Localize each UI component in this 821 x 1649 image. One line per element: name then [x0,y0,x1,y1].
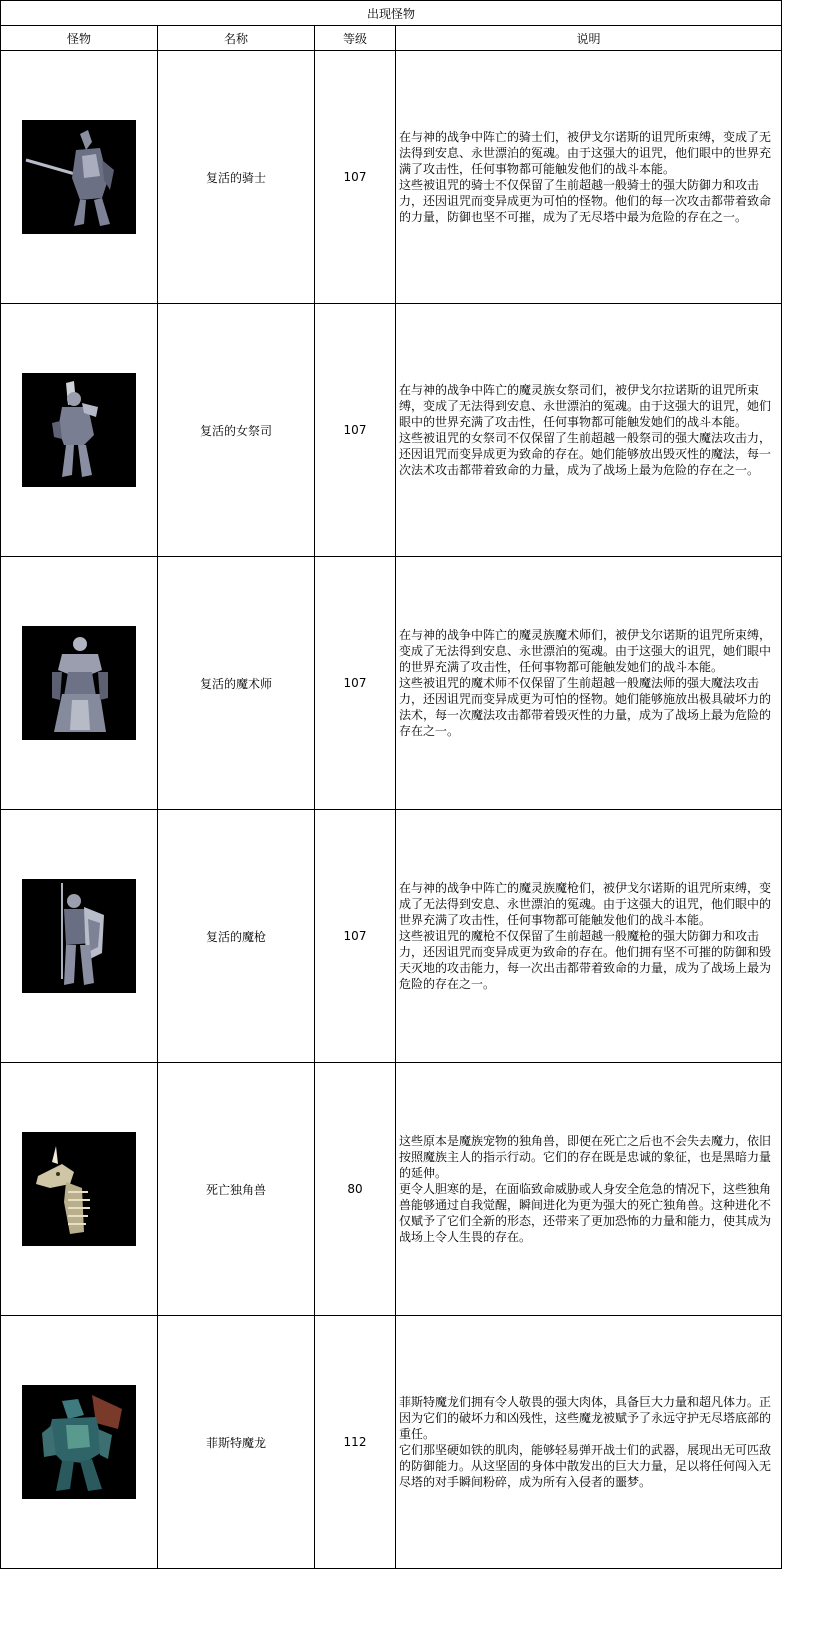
table-row [1,1063,782,1316]
monster-name: 复活的女祭司 [158,304,315,557]
table-row [1,304,782,557]
description-paragraph: 它们那坚硬如铁的肌肉，能够轻易弹开战士们的武器，展现出无可匹敌的防御能力。从这坚固的身体中散发出的巨大力量，足以将任何闯入无尽塔的对手瞬间粉碎，成为所有入侵者的噩梦。 [399,1443,772,1489]
monster-name: 复活的魔枪 [158,810,315,1063]
monster-description [396,810,782,1063]
description-paragraph: 这些被诅咒的骑士不仅保留了生前超越一般骑士的强大防御力和攻击力，还因诅咒而变异成更为可怕的怪物。他们的每一次攻击都带着致命的力量，防御也坚不可摧，成为了无尽塔中最为危险的存在之一。 [399,178,772,224]
monster-level: 107 [315,51,396,304]
header-name: 名称 [158,26,315,51]
description-paragraph: 更令人胆寒的是，在面临致命威胁或人身安全危急的情况下，这些独角兽能够通过自我觉醒，瞬间进化为更为强大的死亡独角兽。这种进化不仅赋予了它们全新的形态，还带来了更加恐怖的力量和能力，使其成为战场上令人生畏的存在。 [399,1182,772,1244]
description-paragraph: 在与神的战争中阵亡的魔灵族女祭司们，被伊戈尔拉诺斯的诅咒所束缚，变成了无法得到安息、永世漂泊的冤魂。由于这强大的诅咒，她们眼中的世界充满了攻击性，任何事物都可能触发她们的战斗本能。 [399,383,772,429]
unicorn-monster-image [22,1132,136,1246]
description-paragraph: 这些被诅咒的魔枪不仅保留了生前超越一般魔枪的强大防御力和攻击力，还因诅咒而变异成更为致命的存在。他们拥有坚不可摧的防御和毁天灭地的攻击能力，每一次出击都带着致命的力量，成为了战场上最为危险的存在之一。 [399,929,772,991]
monster-description [396,304,782,557]
header-monster: 怪物 [1,26,158,51]
lancer-monster-image [22,879,136,993]
monster-level: 80 [315,1063,396,1316]
description-paragraph: 这些被诅咒的魔术师不仅保留了生前超越一般魔法师的强大魔法攻击力，还因诅咒而变异成更为可怕的怪物。她们能够施放出极具破坏力的法术，每一次魔法攻击都带着毁灭性的力量，成为了战场上最为危险的存在之一。 [399,676,772,738]
monster-level: 107 [315,810,396,1063]
monster-description [396,1316,782,1569]
monster-description [396,51,782,304]
header-description: 说明 [396,26,782,51]
header-row [1,26,782,51]
monster-name: 复活的魔术师 [158,557,315,810]
header-level: 等级 [315,26,396,51]
priestess-monster-image [22,373,136,487]
description-paragraph: 在与神的战争中阵亡的骑士们，被伊戈尔诺斯的诅咒所束缚，变成了无法得到安息、永世漂泊的冤魂。由于这强大的诅咒，他们眼中的世界充满了攻击性，任何事物都可能触发他们的战斗本能。 [399,130,772,176]
knight-monster-image [22,120,136,234]
monster-description [396,1063,782,1316]
description-paragraph: 在与神的战争中阵亡的魔灵族魔术师们，被伊戈尔诺斯的诅咒所束缚，变成了无法得到安息、永世漂泊的冤魂。由于这强大的诅咒，她们眼中的世界充满了攻击性，任何事物都可能触发她们的战斗本能。 [399,628,772,674]
monster-description [396,557,782,810]
magician-monster-image [22,626,136,740]
table-row [1,557,782,810]
description-paragraph: 这些原本是魔族宠物的独角兽，即便在死亡之后也不会失去魔力，依旧按照魔族主人的指示行动。它们的存在既是忠诚的象征，也是黑暗力量的延伸。 [399,1134,772,1180]
description-paragraph: 菲斯特魔龙们拥有令人敬畏的强大肉体，具备巨大力量和超凡体力。正因为它们的破坏力和凶残性，这些魔龙被赋予了永远守护无尽塔底部的重任。 [399,1395,772,1441]
monster-name: 菲斯特魔龙 [158,1316,315,1569]
description-paragraph: 这些被诅咒的女祭司不仅保留了生前超越一般祭司的强大魔法攻击力，还因诅咒而变异成更为致命的存在。她们能够放出毁灭性的魔法，每一次法术攻击都带着致命的力量，成为了战场上最为危险的存在之一。 [399,431,772,477]
table-row [1,51,782,304]
table-title: 出现怪物 [1,1,782,26]
description-paragraph: 在与神的战争中阵亡的魔灵族魔枪们，被伊戈尔诺斯的诅咒所束缚，变成了无法得到安息、永世漂泊的冤魂。由于这强大的诅咒，他们眼中的世界充满了攻击性，任何事物都可能触发他们的战斗本能。 [399,881,772,927]
table-row [1,810,782,1063]
monster-name: 复活的骑士 [158,51,315,304]
table-row [1,1316,782,1569]
monster-name: 死亡独角兽 [158,1063,315,1316]
dragon-monster-image [22,1385,136,1499]
monster-level: 107 [315,557,396,810]
monster-level: 107 [315,304,396,557]
monster-level: 112 [315,1316,396,1569]
